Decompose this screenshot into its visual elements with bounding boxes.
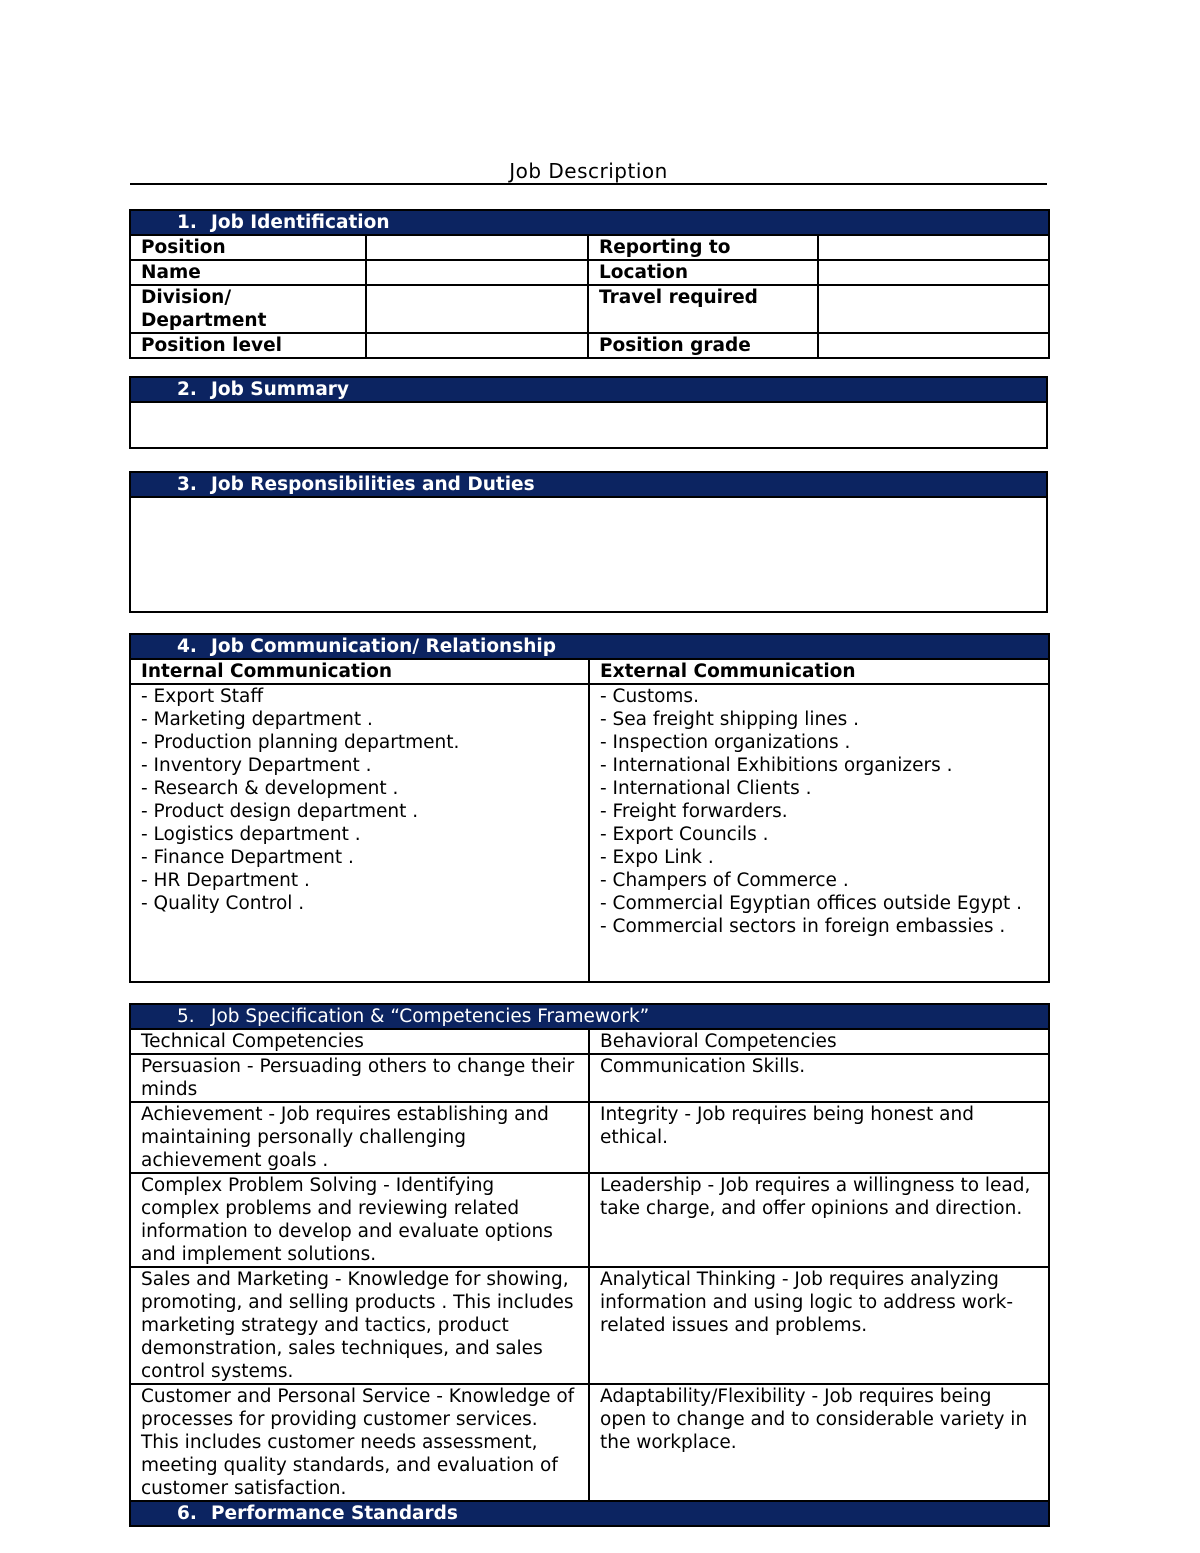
- internal-communication-heading: Internal Communication: [130, 659, 589, 684]
- job-identification-table: [129, 209, 1050, 359]
- field-value[interactable]: [818, 333, 1049, 358]
- field-label: Position grade: [588, 333, 818, 358]
- communication-table: [129, 633, 1050, 983]
- field-label: Name: [130, 260, 366, 285]
- external-communication-heading: External Communication: [589, 659, 1049, 684]
- competencies-table: [129, 1003, 1050, 1527]
- table-row: [130, 497, 1047, 612]
- section-header: [130, 1004, 1049, 1029]
- section-header: [130, 472, 1047, 497]
- field-label: Position level: [130, 333, 366, 358]
- section-heading: Job Responsibilities and Duties: [211, 474, 535, 495]
- section-heading: Job Identification: [211, 212, 390, 233]
- technical-competencies-heading: Technical Competencies: [130, 1029, 589, 1054]
- behavioral-competency: Adaptability/Flexibility - Job requires being open to change and to considerable variety in the workplace.: [589, 1384, 1049, 1501]
- field-label: Location: [588, 260, 818, 285]
- field-value[interactable]: [818, 260, 1049, 285]
- section-number: 3.: [177, 474, 197, 495]
- field-value[interactable]: [818, 235, 1049, 260]
- table-row: [130, 684, 1049, 982]
- list-item: - International Exhibitions organizers .: [600, 755, 953, 776]
- list-item: - Inventory Department .: [141, 755, 372, 776]
- section-heading: Job Summary: [211, 379, 349, 400]
- list-item: - Export Staff: [141, 686, 264, 707]
- list-item: - Export Councils .: [600, 824, 769, 845]
- section-number: 4.: [177, 636, 197, 657]
- table-row: [130, 235, 1049, 260]
- field-label: Travel required: [588, 285, 818, 333]
- section-heading: Performance Standards: [211, 1503, 458, 1524]
- section-heading: Job Specification & “Competencies Framework”: [211, 1006, 650, 1027]
- section-header: [130, 634, 1049, 659]
- table-row: [130, 402, 1047, 448]
- behavioral-competencies-heading: Behavioral Competencies: [589, 1029, 1049, 1054]
- list-item: - Research & development .: [141, 778, 399, 799]
- field-label: Division/ Department: [130, 285, 366, 333]
- technical-competency: Customer and Personal Service - Knowledge of processes for providing customer services. This includes customer needs assessment, meeting quality standards, and evaluation of customer satisfaction.: [130, 1384, 589, 1501]
- list-item: - Expo Link .: [600, 847, 714, 868]
- list-item: - HR Department .: [141, 870, 310, 891]
- section-header: [130, 377, 1047, 402]
- field-value[interactable]: [818, 285, 1049, 333]
- internal-communication-list: [130, 684, 589, 982]
- section-header: [130, 1501, 1049, 1526]
- table-row: [130, 333, 1049, 358]
- section-number: 5.: [177, 1006, 195, 1027]
- table-row: [130, 1054, 1049, 1102]
- external-communication-list: [589, 684, 1049, 982]
- table-row: [130, 1102, 1049, 1173]
- table-row: [130, 285, 1049, 333]
- field-value[interactable]: [366, 235, 588, 260]
- section-number: 6.: [177, 1503, 197, 1524]
- list-item: - Commercial Egyptian offices outside Egypt .: [600, 893, 1023, 914]
- field-value[interactable]: [366, 333, 588, 358]
- section-heading: Job Communication/ Relationship: [211, 636, 556, 657]
- list-item: - Marketing department .: [141, 709, 373, 730]
- behavioral-competency: Integrity - Job requires being honest and ethical.: [589, 1102, 1049, 1173]
- list-item: - Quality Control .: [141, 893, 305, 914]
- summary-body[interactable]: [130, 402, 1047, 448]
- list-item: - Product design department .: [141, 801, 419, 822]
- section-number: 1.: [177, 212, 197, 233]
- responsibilities-table: [129, 471, 1048, 613]
- table-row: [130, 1267, 1049, 1384]
- technical-competency: Complex Problem Solving - Identifying complex problems and reviewing related information to develop and evaluate options and implement solutions.: [130, 1173, 589, 1267]
- technical-competency: Achievement - Job requires establishing and maintaining personally challenging achievement goals .: [130, 1102, 589, 1173]
- job-summary-table: [129, 376, 1048, 449]
- behavioral-competency: Analytical Thinking - Job requires analyzing information and using logic to address work-related issues and problems.: [589, 1267, 1049, 1384]
- behavioral-competency: Leadership - Job requires a willingness to lead, take charge, and offer opinions and direction.: [589, 1173, 1049, 1267]
- page-title: Job Description: [509, 159, 668, 183]
- table-row: [130, 1029, 1049, 1054]
- list-item: - Commercial sectors in foreign embassies .: [600, 916, 1006, 937]
- section-header: [130, 210, 1049, 235]
- list-item: - Finance Department .: [141, 847, 354, 868]
- responsibilities-body[interactable]: [130, 497, 1047, 612]
- list-item: - Logistics department .: [141, 824, 361, 845]
- list-item: - Sea freight shipping lines .: [600, 709, 859, 730]
- technical-competency: Persuasion - Persuading others to change their minds: [130, 1054, 589, 1102]
- behavioral-competency: Communication Skills.: [589, 1054, 1049, 1102]
- table-row: [130, 659, 1049, 684]
- list-item: - International Clients .: [600, 778, 812, 799]
- table-row: [130, 260, 1049, 285]
- list-item: - Freight forwarders.: [600, 801, 788, 822]
- list-item: - Inspection organizations .: [600, 732, 851, 753]
- list-item: - Production planning department.: [141, 732, 460, 753]
- list-item: - Champers of Commerce .: [600, 870, 849, 891]
- table-row: [130, 1384, 1049, 1501]
- title-underline: [130, 183, 1047, 185]
- list-item: - Customs.: [600, 686, 699, 707]
- section-number: 2.: [177, 379, 197, 400]
- field-value[interactable]: [366, 260, 588, 285]
- technical-competency: Sales and Marketing - Knowledge for showing, promoting, and selling products . This includes marketing strategy and tactics, product demonstration, sales techniques, and sales control systems.: [130, 1267, 589, 1384]
- table-row: [130, 1173, 1049, 1267]
- field-label: Position: [130, 235, 366, 260]
- field-label: Reporting to: [588, 235, 818, 260]
- field-value[interactable]: [366, 285, 588, 333]
